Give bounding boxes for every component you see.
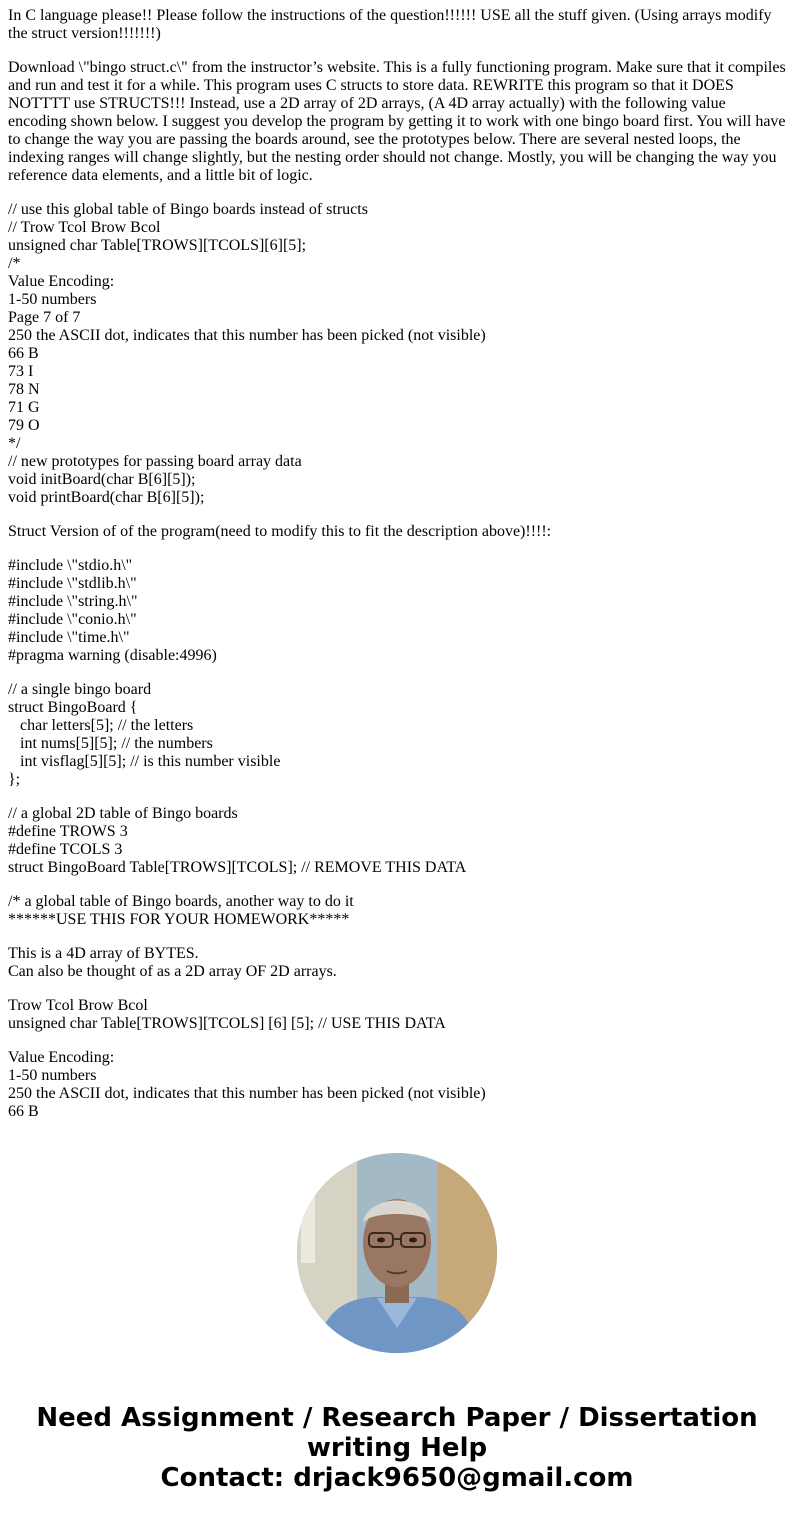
text-line: struct BingoBoard Table[TROWS][TCOLS]; // REMOVE THIS DATA bbox=[8, 859, 467, 876]
text-line: Value Encoding: bbox=[8, 1049, 115, 1066]
text-line: 1-50 numbers bbox=[8, 291, 97, 308]
text-line: // a single bingo board bbox=[8, 681, 152, 698]
text-line: 78 N bbox=[8, 381, 40, 398]
text-line: void initBoard(char B[6][5]); bbox=[8, 471, 196, 488]
footer-line-1: Need Assignment / Research Paper / Dissertation bbox=[36, 1403, 758, 1433]
code-block-prototypes bbox=[8, 201, 788, 507]
text-line: 66 B bbox=[8, 345, 39, 362]
text-line: // Trow Tcol Brow Bcol bbox=[8, 219, 161, 236]
code-block-table-definition bbox=[8, 805, 788, 877]
code-block-struct-definition bbox=[8, 681, 788, 789]
text-line: // a global 2D table of Bingo boards bbox=[8, 805, 238, 822]
text-line: 71 G bbox=[8, 399, 40, 416]
code-block-homework-note bbox=[8, 893, 788, 929]
text-line: ******USE THIS FOR YOUR HOMEWORK***** bbox=[8, 911, 350, 928]
text-line: This is a 4D array of BYTES. bbox=[8, 945, 199, 962]
text-line: struct BingoBoard { bbox=[8, 699, 138, 716]
text-line: void printBoard(char B[6][5]); bbox=[8, 489, 205, 506]
text-line: Trow Tcol Brow Bcol bbox=[8, 997, 148, 1014]
text-line: #include \"stdio.h\" bbox=[8, 557, 133, 574]
text-line: // new prototypes for passing board array data bbox=[8, 453, 302, 470]
text-line: int nums[5][5]; // the numbers bbox=[8, 735, 213, 752]
code-block-table-use bbox=[8, 997, 788, 1033]
text-line: Can also be thought of as a 2D array OF 2D arrays. bbox=[8, 963, 337, 980]
text-line: }; bbox=[8, 771, 21, 788]
promo-footer bbox=[0, 1403, 794, 1493]
text-line: #include \"stdlib.h\" bbox=[8, 575, 137, 592]
text-line: 66 B bbox=[8, 1103, 39, 1120]
text-line: */ bbox=[8, 435, 21, 452]
struct-version-heading: Struct Version of of the program(need to modify this to fit the description above)!!!!: bbox=[8, 523, 552, 540]
text-line: char letters[5]; // the letters bbox=[8, 717, 194, 734]
text-line: /* bbox=[8, 255, 21, 272]
text-line: Value Encoding: bbox=[8, 273, 115, 290]
text-line: Page 7 of 7 bbox=[8, 309, 81, 326]
footer-contact-line: Contact: drjack9650@gmail.com bbox=[160, 1463, 634, 1493]
text-line: #define TROWS 3 bbox=[8, 823, 128, 840]
text-line: #include \"conio.h\" bbox=[8, 611, 137, 628]
intro-paragraph: In C language please!! Please follow the instructions of the question!!!!!! USE all the stuff given. (Using arrays modify the struct version!!!!!!!) bbox=[8, 7, 772, 42]
text-line: unsigned char Table[TROWS][TCOLS] [6] [5]; // USE THIS DATA bbox=[8, 1015, 446, 1032]
footer-line-2: writing Help bbox=[306, 1433, 488, 1463]
code-block-includes bbox=[8, 557, 788, 665]
code-block-encoding-tail bbox=[8, 1049, 788, 1121]
text-line: #define TCOLS 3 bbox=[8, 841, 123, 858]
text-line: 79 O bbox=[8, 417, 40, 434]
text-line: 73 I bbox=[8, 363, 34, 380]
text-line: 250 the ASCII dot, indicates that this number has been picked (not visible) bbox=[8, 1085, 486, 1102]
text-line: 1-50 numbers bbox=[8, 1067, 97, 1084]
text-line: /* a global table of Bingo boards, another way to do it bbox=[8, 893, 354, 910]
text-line: 250 the ASCII dot, indicates that this number has been picked (not visible) bbox=[8, 327, 486, 344]
text-line: // use this global table of Bingo boards instead of structs bbox=[8, 201, 368, 218]
avatar bbox=[297, 1153, 497, 1353]
person-photo-illustration bbox=[297, 1153, 497, 1353]
text-line: int visflag[5][5]; // is this number visible bbox=[8, 753, 281, 770]
text-line: #include \"string.h\" bbox=[8, 593, 138, 610]
text-line: unsigned char Table[TROWS][TCOLS][6][5]; bbox=[8, 237, 307, 254]
document-body bbox=[8, 7, 788, 1137]
text-line: #include \"time.h\" bbox=[8, 629, 130, 646]
text-line: #pragma warning (disable:4996) bbox=[8, 647, 217, 664]
code-block-array-note bbox=[8, 945, 788, 981]
description-paragraph: Download \"bingo struct.c\" from the instructor’s website. This is a fully functioning program. Make sure that it compiles and run and test it for a while. This program uses C structs to store data. REWRITE this program so that it DOES NOTTTT use STRUCTS!!! Instead, use a 2D array of 2D arrays, (A 4D array actually) with the following value encoding shown below. I suggest you develop the program by getting it to work with one bingo board first. You will have to change the way you are passing the boards around, see the prototypes below. There are several nested loops, the indexing ranges will change slightly, but the nesting order should not change. Mostly, you will be changing the way you reference data elements, and a little bit of logic. bbox=[8, 59, 786, 184]
